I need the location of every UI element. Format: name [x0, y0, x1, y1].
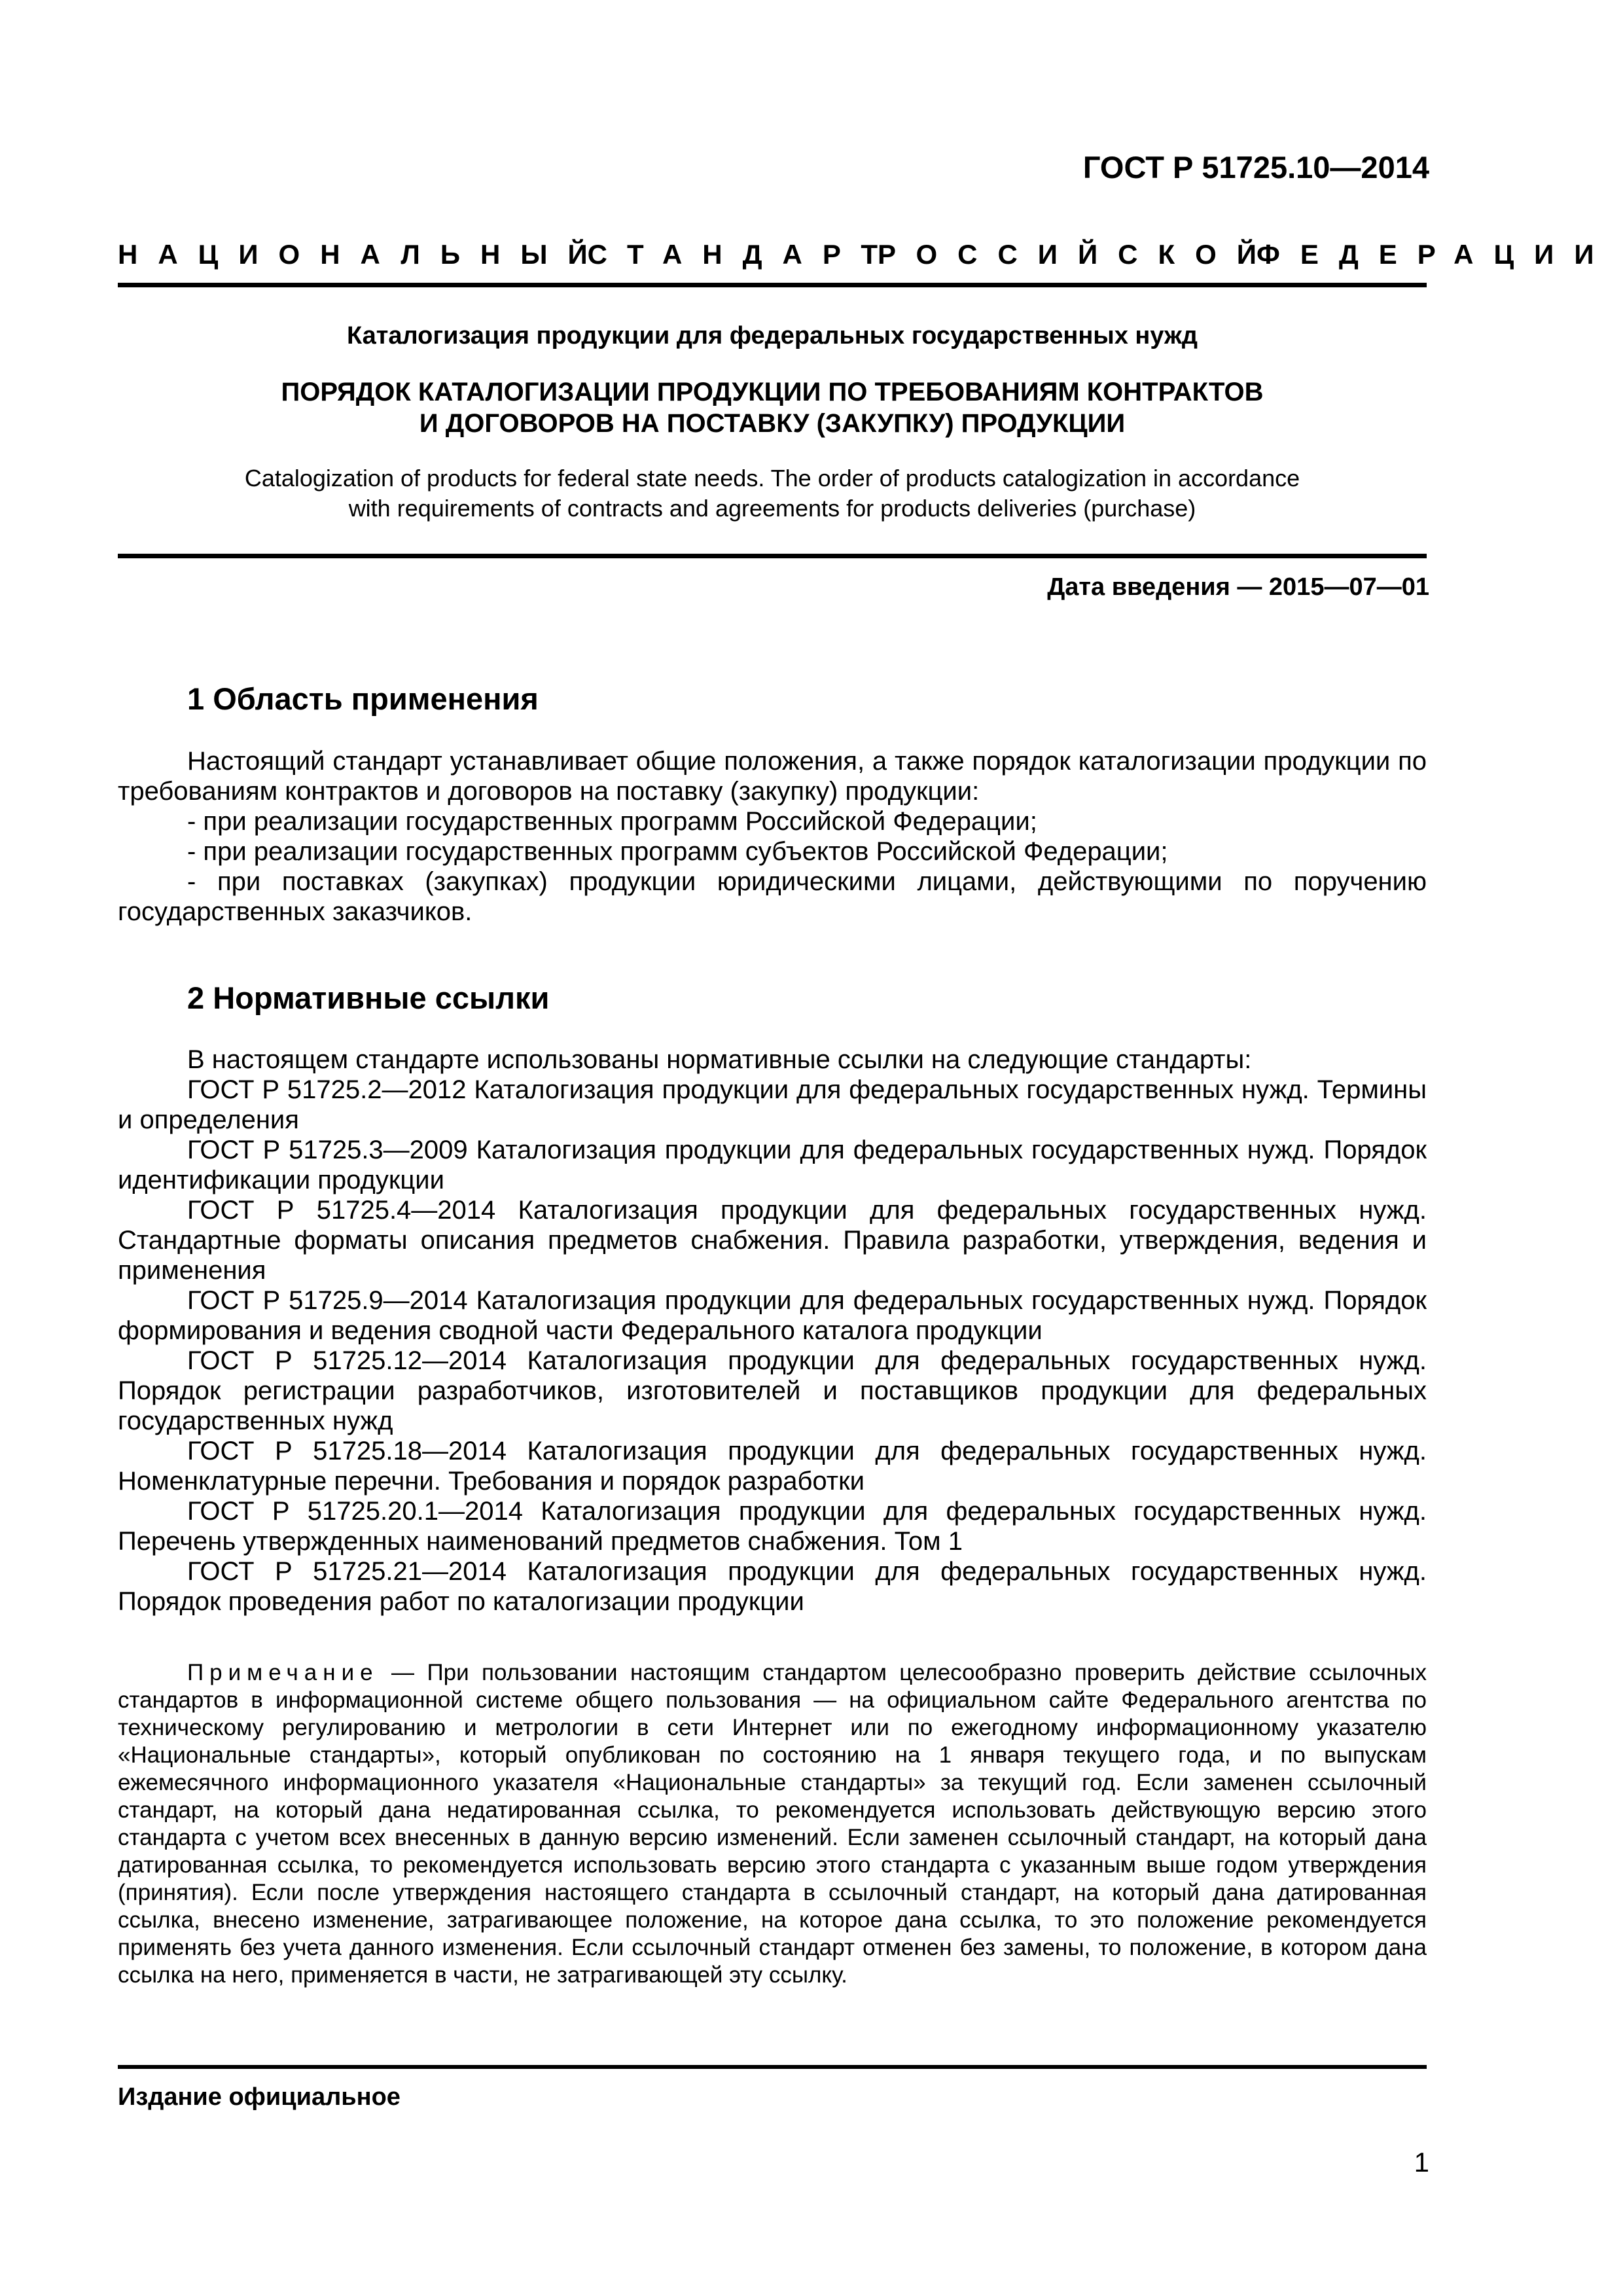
- section-1-heading: 1 Область применения: [187, 681, 539, 716]
- national-title-word: НАЦИОНАЛЬНЫЙ: [118, 239, 608, 270]
- national-title-word: РОССИЙСКОЙ: [878, 239, 1277, 270]
- reference-item: ГОСТ Р 51725.3—2009 Каталогизация продукции для федеральных государственных нужд. Порядок идентификации продукции: [118, 1136, 1427, 1194]
- footer-divider: [118, 2065, 1427, 2069]
- note-text: — При пользовании настоящим стандартом целесообразно проверить действие ссылочных стандартов в информационной системе общего пользования — на официальном сайте Федерального агентства по техническому регулированию и метрологии в сети Интернет или по ежегодному информационному указателю «Национальные стандарты», который опубликован по состоянию на 1 января текущего года, и по выпускам ежемесячного информационного указателя «Национальные стандарты» за текущий год. Если заменен ссылочный стандарт, на который дана недатированная ссылка, то рекомендуется использовать действующую версию этого стандарта с учетом всех внесенных в данную версию изменений. Если заменен ссылочный стандарт, на который дана датированная ссылка, то рекомендуется использовать версию этого стандарта с указанным выше годом утверждения (принятия). Если после утверждения настоящего стандарта в ссылочный стандарт, на который дана датированная ссылка, внесено изменение, затрагивающее положение, на которое дана ссылка, то это положение рекомендуется применять без учета данного изменения. Если ссылочный стандарт отменен без замены, то положение, в котором дана ссылка на него, применяется в части, не затрагивающей эту ссылку.: [118, 1660, 1427, 1988]
- section-2-intro: В настоящем стандарте использованы нормативные ссылки на следующие стандарты:: [187, 1045, 1252, 1074]
- list-item: - при реализации государственных программ субъектов Российской Федерации;: [187, 837, 1168, 866]
- english-title-line: with requirements of contracts and agreements for products deliveries (purchase): [348, 495, 1196, 522]
- note-label: Примечание: [187, 1660, 379, 1685]
- national-standard-title: [118, 239, 1614, 270]
- section-1-paragraph: Настоящий стандарт устанавливает общие положения, а также порядок каталогизации продукции по требованиям контрактов и договоров на поставку (закупку) продукции:: [118, 747, 1427, 806]
- section-2-heading: 2 Нормативные ссылки: [187, 980, 550, 1015]
- main-title-line: ПОРЯДОК КАТАЛОГИЗАЦИИ ПРОДУКЦИИ ПО ТРЕБОВАНИЯМ КОНТРАКТОВ: [281, 378, 1264, 406]
- english-title: [118, 463, 1427, 524]
- page-number: 1: [1414, 2147, 1429, 2178]
- list-item: - при поставках (закупках) продукции юридическими лицами, действующими по поручению государственных заказчиков.: [118, 867, 1427, 926]
- main-title-line: И ДОГОВОРОВ НА ПОСТАВКУ (ЗАКУПКУ) ПРОДУКЦИИ: [419, 409, 1126, 438]
- reference-item: ГОСТ Р 51725.12—2014 Каталогизация продукции для федеральных государственных нужд. Порядок регистрации разработчиков, изготовителей и поставщиков продукции для федеральных государственных нужд: [118, 1346, 1427, 1435]
- note-paragraph: [118, 1659, 1427, 1989]
- reference-item: ГОСТ Р 51725.4—2014 Каталогизация продукции для федеральных государственных нужд. Стандартные форматы описания предметов снабжения. Правила разработки, утверждения, ведения и применения: [118, 1196, 1427, 1285]
- reference-item: ГОСТ Р 51725.18—2014 Каталогизация продукции для федеральных государственных нужд. Номенклатурные перечни. Требования и порядок разработки: [118, 1437, 1427, 1496]
- header-divider: [118, 283, 1427, 287]
- national-title-word: ФЕДЕРАЦИИ: [1257, 239, 1614, 270]
- reference-item: ГОСТ Р 51725.2—2012 Каталогизация продукции для федеральных государственных нужд. Термины и определения: [118, 1075, 1427, 1134]
- document-subtitle: Каталогизация продукции для федеральных государственных нужд: [346, 322, 1198, 350]
- national-title-word: СТАНДАРТ: [587, 239, 898, 270]
- list-item: - при реализации государственных программ Российской Федерации;: [187, 807, 1037, 836]
- introduction-date: Дата введения — 2015—07—01: [1047, 573, 1429, 601]
- edition-label: Издание официальное: [118, 2083, 401, 2111]
- reference-item: ГОСТ Р 51725.9—2014 Каталогизация продукции для федеральных государственных нужд. Порядок формирования и ведения сводной части Федерального каталога продукции: [118, 1286, 1427, 1345]
- document-number: ГОСТ Р 51725.10—2014: [1082, 150, 1429, 185]
- english-title-line: Catalogization of products for federal state needs. The order of products catalogization in accordance: [244, 465, 1300, 492]
- reference-item: ГОСТ Р 51725.21—2014 Каталогизация продукции для федеральных государственных нужд. Порядок проведения работ по каталогизации продукции: [118, 1557, 1427, 1616]
- reference-item: ГОСТ Р 51725.20.1—2014 Каталогизация продукции для федеральных государственных нужд. Перечень утвержденных наименований предметов снабжения. Том 1: [118, 1497, 1427, 1556]
- title-divider: [118, 554, 1427, 558]
- document-main-title: [118, 376, 1427, 439]
